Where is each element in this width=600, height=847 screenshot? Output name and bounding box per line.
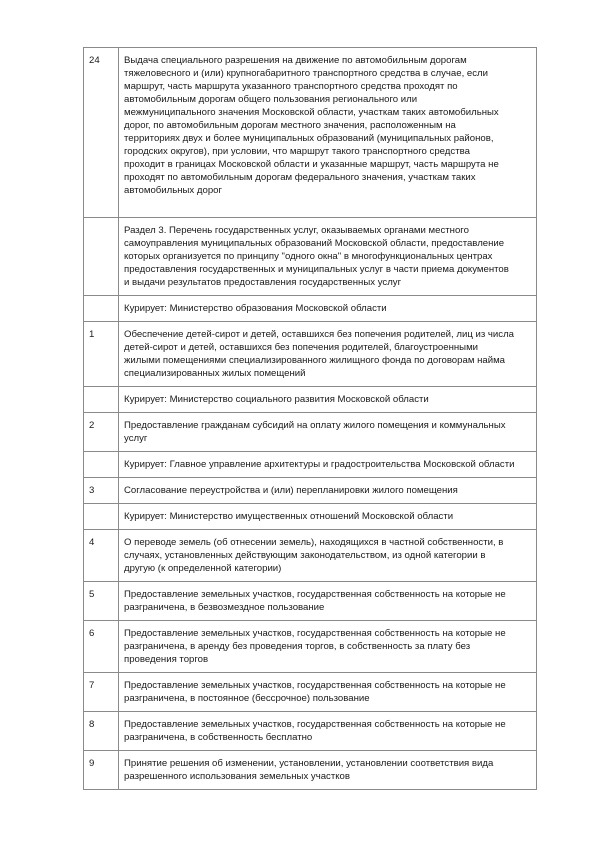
services-table: [83, 47, 537, 790]
row-number-cell: [84, 712, 119, 751]
table-row: [84, 322, 537, 387]
service-description: О переводе земель (об отнесении земель), находящихся в частной собственности, в случаях, установленных действующим законодательством, из одной категории в другую (к определенной категории): [124, 537, 504, 574]
row-text-cell: [119, 218, 537, 296]
row-number-cell: [84, 452, 119, 478]
row-text-cell: [119, 413, 537, 452]
row-number-cell: [84, 296, 119, 322]
row-text-cell: [119, 530, 537, 582]
row-number: 1: [89, 329, 95, 340]
row-number: 24: [89, 55, 100, 66]
row-number: 7: [89, 680, 95, 691]
row-number: 2: [89, 420, 95, 431]
row-number-cell: [84, 673, 119, 712]
service-description: Выдача специального разрешения на движение по автомобильным дорогам тяжеловесного и (или) крупногабаритного транспортного средства в случае, если маршрут, часть маршрута указанного транспортного средства проходят по автомобильным дорогам общего пользования регионального или межмуниципального значения Московской области, участкам таких автомобильных дорог, по автомобильным дорогам местного значения, расположенным на территориях двух и более муниципальных образований (муниципальных районов, городских округов), при условии, что маршрут такого транспортного средства проходит в границах Московской области и указанные маршрут, часть маршрута не проходят по автомобильным дорогам федерального значения, участкам таких автомобильных дорог: [124, 55, 499, 196]
section-heading: Раздел 3. Перечень государственных услуг, оказываемых органами местного самоуправления муниципальных образований Московской области, предоставление которых организуется по принципу "одного окна" в многофункциональных центрах предоставления государственных и муниципальных услуг в части приема документов и выдачи результатов предоставления государственных услуг: [124, 225, 509, 288]
table-row: [84, 387, 537, 413]
row-number-cell: [84, 413, 119, 452]
table-row: [84, 751, 537, 790]
row-number: 8: [89, 719, 95, 730]
row-text-cell: [119, 712, 537, 751]
section-heading: Курирует: Министерство образования Московской области: [124, 303, 387, 314]
row-number-cell: [84, 504, 119, 530]
service-description: Согласование переустройства и (или) перепланировки жилого помещения: [124, 485, 458, 496]
row-number: 9: [89, 758, 95, 769]
table-body: [84, 48, 537, 790]
row-number-cell: [84, 218, 119, 296]
row-number-cell: [84, 322, 119, 387]
table-row: [84, 621, 537, 673]
table-row: [84, 673, 537, 712]
row-text-cell: [119, 322, 537, 387]
table-row: [84, 296, 537, 322]
row-number: 3: [89, 485, 95, 496]
row-number-cell: [84, 478, 119, 504]
service-description: Принятие решения об изменении, установлении, установлении соответствия вида разрешенного использования земельных участков: [124, 758, 494, 782]
row-number-cell: [84, 530, 119, 582]
table-row: [84, 504, 537, 530]
row-number: 5: [89, 589, 95, 600]
table-row: [84, 452, 537, 478]
row-number-cell: [84, 582, 119, 621]
row-text-cell: [119, 621, 537, 673]
row-number-cell: [84, 751, 119, 790]
row-text-cell: [119, 387, 537, 413]
service-description: Предоставление гражданам субсидий на оплату жилого помещения и коммунальных услуг: [124, 420, 506, 444]
table-row: [84, 218, 537, 296]
service-description: Предоставление земельных участков, государственная собственность на которые не разграничена, в безвозмездное пользование: [124, 589, 506, 613]
document-page: [83, 47, 537, 790]
row-text-cell: [119, 751, 537, 790]
table-row: [84, 48, 537, 218]
section-heading: Курирует: Министерство имущественных отношений Московской области: [124, 511, 454, 522]
table-row: [84, 712, 537, 751]
row-number: 6: [89, 628, 95, 639]
row-text-cell: [119, 504, 537, 530]
section-heading: Курирует: Главное управление архитектуры и градостроительства Московской области: [124, 459, 515, 470]
row-text-cell: [119, 478, 537, 504]
row-text-cell: [119, 582, 537, 621]
row-text-cell: [119, 673, 537, 712]
row-number-cell: [84, 48, 119, 218]
row-text-cell: [119, 452, 537, 478]
service-description: Обеспечение детей-сирот и детей, оставшихся без попечения родителей, лиц из числа детей-сирот и детей, оставшихся без попечения родителей, благоустроенными жилыми помещениями специализированного жилищного фонда по договорам найма специализированных жилых помещений: [124, 329, 514, 379]
row-number-cell: [84, 387, 119, 413]
row-number-cell: [84, 621, 119, 673]
section-heading: Курирует: Министерство социального развития Московской области: [124, 394, 429, 405]
row-text-cell: [119, 296, 537, 322]
table-row: [84, 530, 537, 582]
table-row: [84, 413, 537, 452]
table-row: [84, 478, 537, 504]
service-description: Предоставление земельных участков, государственная собственность на которые не разграничена, в постоянное (бессрочное) пользование: [124, 680, 506, 704]
table-row: [84, 582, 537, 621]
service-description: Предоставление земельных участков, государственная собственность на которые не разграничена, в собственность бесплатно: [124, 719, 506, 743]
row-number: 4: [89, 537, 95, 548]
service-description: Предоставление земельных участков, государственная собственность на которые не разграничена, в аренду без проведения торгов, в собственность за плату без проведения торгов: [124, 628, 506, 665]
row-text-cell: [119, 48, 537, 218]
